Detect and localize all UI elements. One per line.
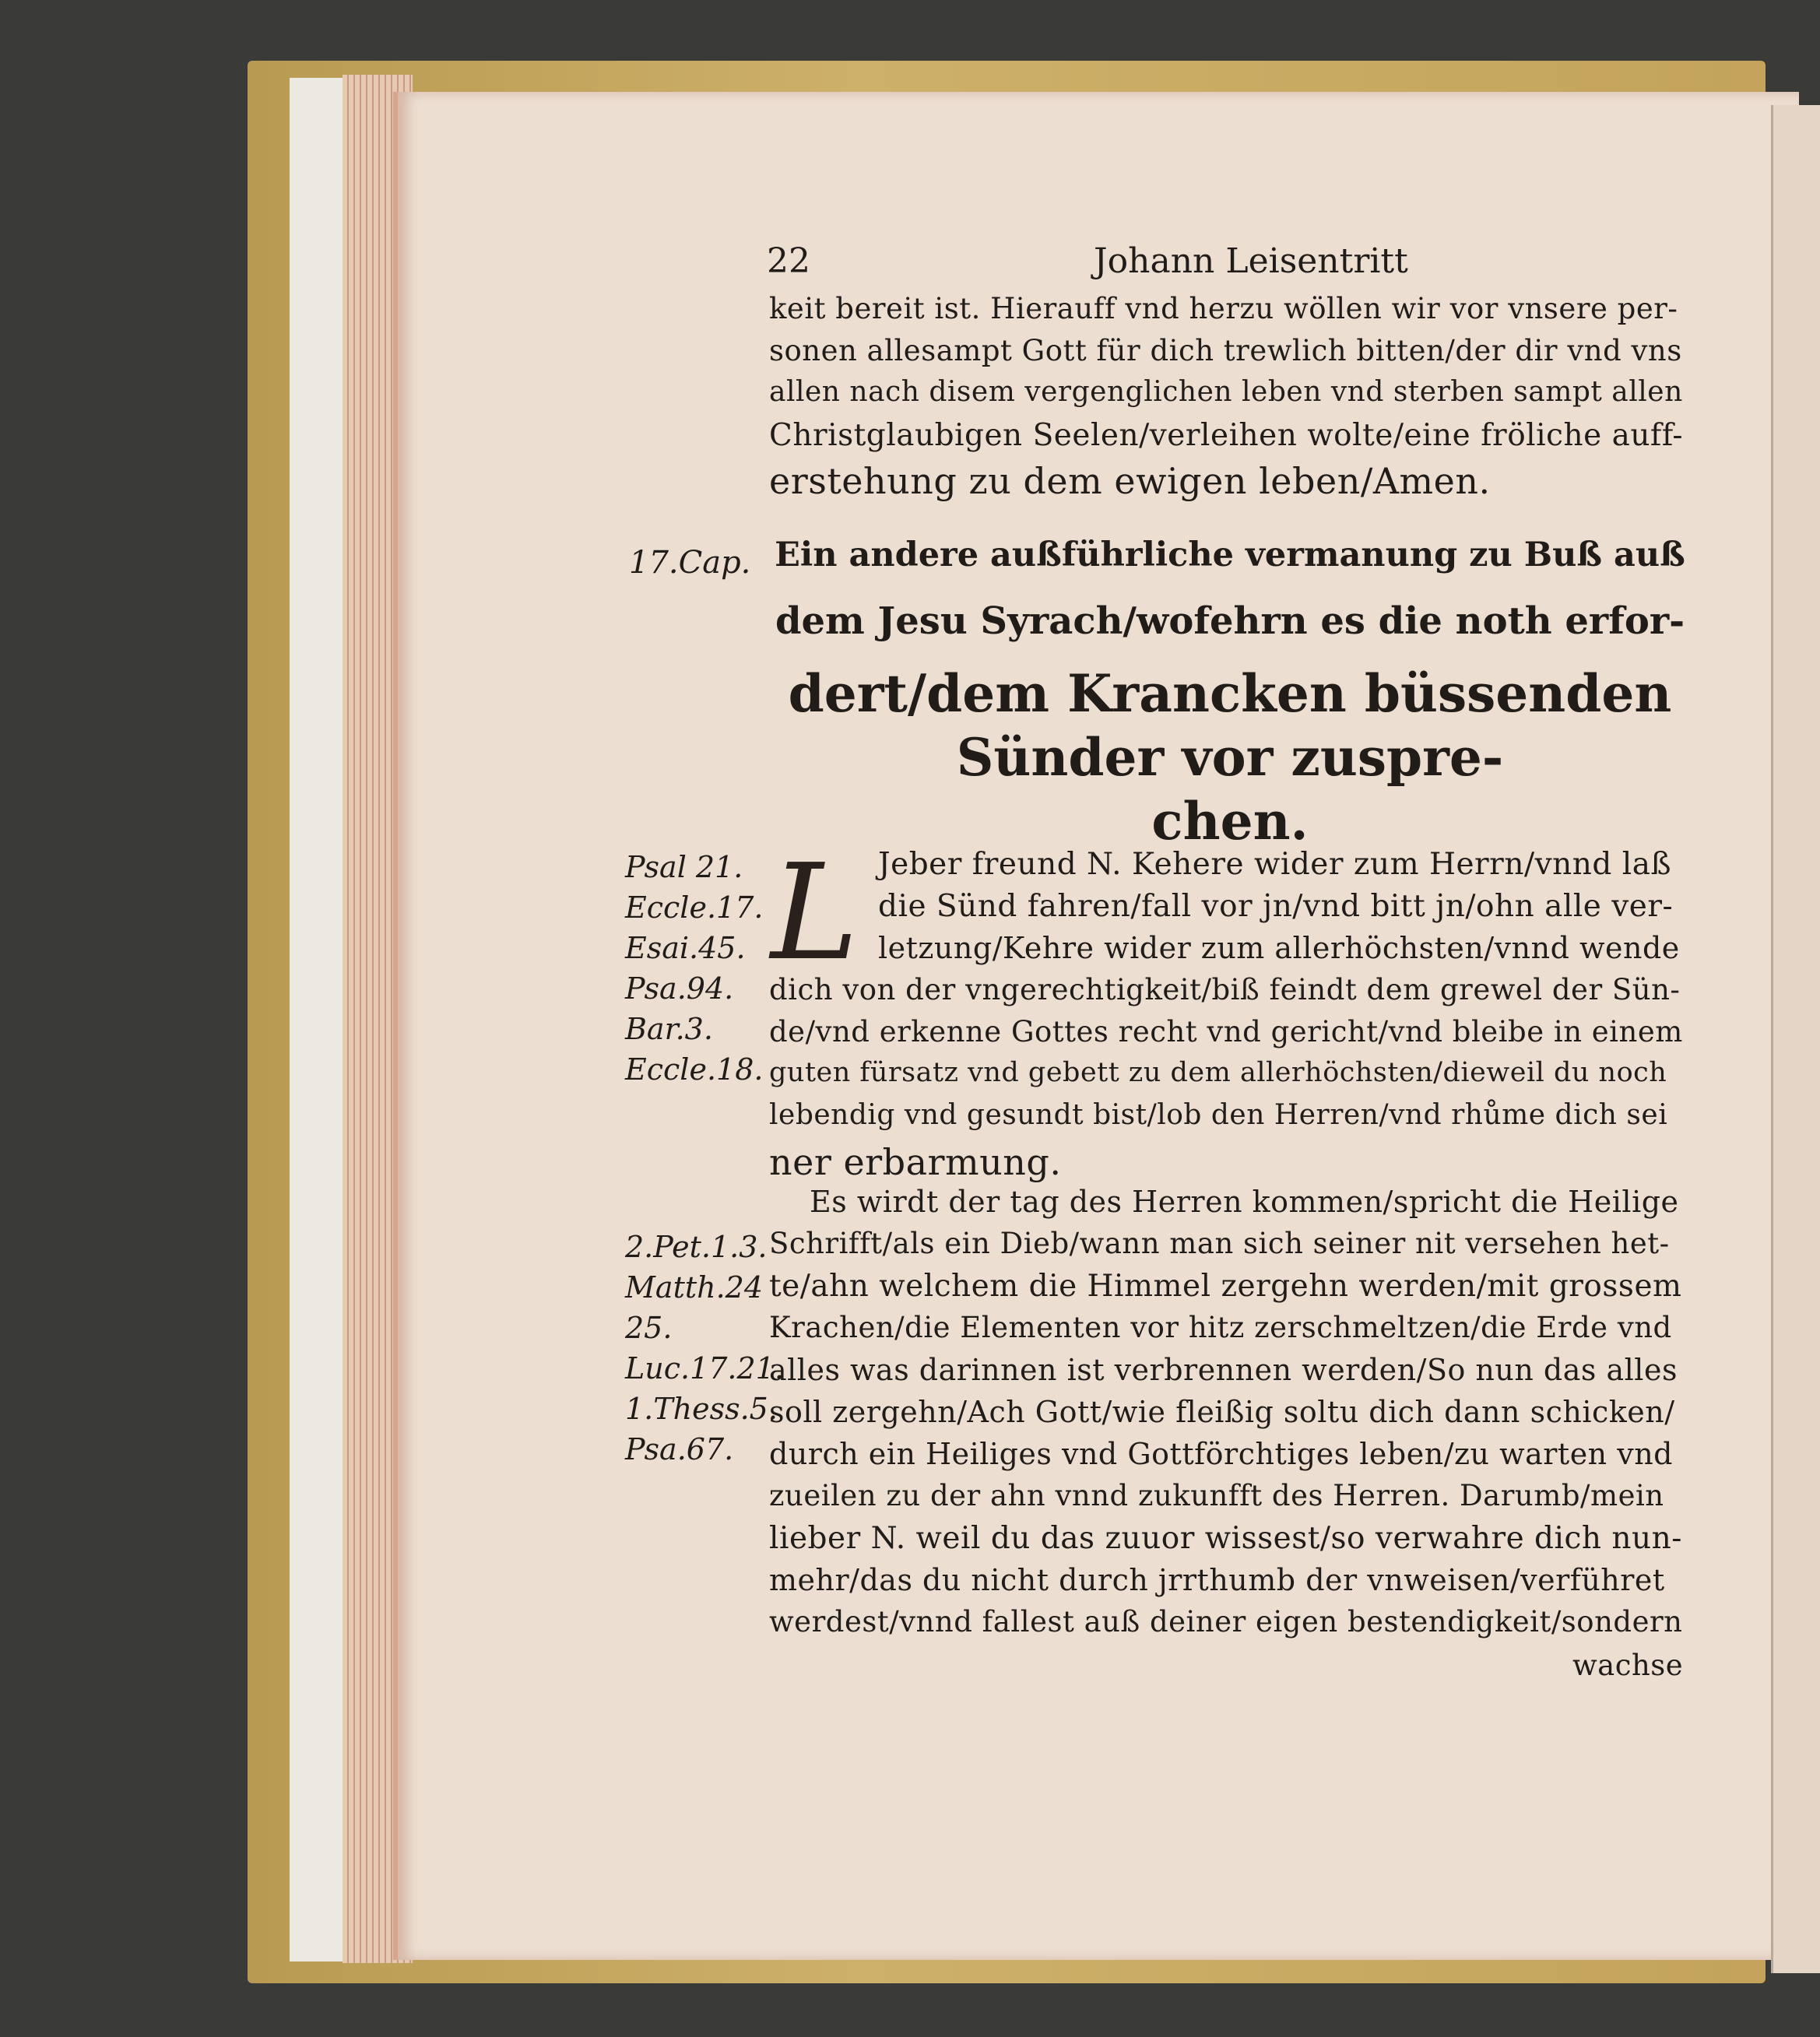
paragraph-line: Krachen/die Elementen vor hitz zerschmeltzen/die Erde vnd xyxy=(769,1311,1672,1344)
paragraph-line: soll zergehn/Ach Gott/wie fleißig soltu dich dann schicken/ xyxy=(769,1395,1675,1429)
top-paragraph-line: sonen allesampt Gott für dich trewlich bitten/der dir vnd vns xyxy=(769,334,1682,367)
paragraph-line: zueilen zu der ahn vnnd zukunfft des Herren. Darumb/mein xyxy=(769,1479,1664,1512)
running-title: Johann Leisentritt xyxy=(1094,241,1408,281)
margin-note: Bar.3. xyxy=(625,1012,713,1046)
paragraph-line: lebendig vnd gesundt bist/lob den Herren/vnd rhůme dich sei xyxy=(769,1099,1668,1131)
chapter-label: 17.Cap. xyxy=(629,545,751,581)
paragraph-line: dich von der vngerechtigkeit/biß feindt dem grewel der Sün- xyxy=(769,973,1681,1006)
paragraph-line: te/ahn welchem die Himmel zergehn werden/mit grossem xyxy=(769,1269,1682,1304)
margin-note: Eccle.18. xyxy=(625,1052,764,1087)
chapter-heading-line: dert/dem Krancken büssenden xyxy=(788,663,1672,724)
margin-note: Matth.24 xyxy=(625,1270,764,1305)
paragraph-line: guten fürsatz vnd gebett zu dem allerhöchsten/dieweil du noch xyxy=(769,1057,1667,1088)
chapter-heading-line: chen. xyxy=(1151,791,1309,852)
top-paragraph-line: erstehung zu dem ewigen leben/Amen. xyxy=(769,460,1491,502)
paragraph-line: Schrifft/als ein Dieb/wann man sich seiner nit versehen het- xyxy=(769,1227,1670,1260)
paragraph-line: die Sünd fahren/fall vor jn/vnd bitt jn/ohn alle ver- xyxy=(878,889,1674,924)
paragraph-line: ner erbarmung. xyxy=(769,1141,1062,1183)
paragraph-line: de/vnd erkenne Gottes recht vnd gericht/vnd bleibe in einem xyxy=(769,1015,1683,1048)
chapter-heading-line: Ein andere außführliche vermanung zu Buß auß xyxy=(775,536,1685,574)
paragraph-line: Es wirdt der tag des Herren kommen/spricht die Heilige xyxy=(810,1185,1679,1219)
facing-page-edge xyxy=(1771,105,1820,1973)
margin-note: Psa.94. xyxy=(625,971,734,1006)
margin-note: Eccle.17. xyxy=(625,890,764,925)
margin-note: 1.Thess.5. xyxy=(625,1392,778,1426)
page-edges-white xyxy=(290,78,346,1961)
paragraph-line: lieber N. weil du das zuuor wissest/so verwahre dich nun- xyxy=(769,1521,1682,1556)
top-paragraph-line: Christglaubigen Seelen/verleihen wolte/eine fröliche auff- xyxy=(769,418,1684,453)
margin-note: Psa.67. xyxy=(625,1432,734,1466)
margin-note: Psal 21. xyxy=(625,850,743,884)
drop-cap-initial: L xyxy=(771,836,859,990)
margin-note: 25. xyxy=(625,1311,673,1345)
paragraph-line: werdest/vnnd fallest auß deiner eigen bestendigkeit/sondern xyxy=(769,1605,1683,1638)
chapter-heading-line: dem Jesu Syrach/wofehrn es die noth erfor- xyxy=(775,599,1685,643)
paragraph-line: letzung/Kehre wider zum allerhöchsten/vnnd wende xyxy=(878,931,1680,965)
page-number: 22 xyxy=(767,241,810,281)
paragraph-line: mehr/das du nicht durch jrrthumb der vnweisen/verführet xyxy=(769,1563,1665,1597)
paragraph-line: alles was darinnen ist verbrennen werden/So nun das alles xyxy=(769,1353,1678,1387)
chapter-heading-line: Sünder vor zuspre- xyxy=(956,727,1504,788)
top-paragraph-line: keit bereit ist. Hierauff vnd herzu wöllen wir vor vnsere per- xyxy=(769,292,1678,325)
margin-note: Luc.17.21. xyxy=(625,1351,784,1386)
catchword: wachse xyxy=(1572,1649,1684,1682)
margin-note: 2.Pet.1.3. xyxy=(625,1230,768,1264)
margin-note: Esai.45. xyxy=(625,931,746,965)
paragraph-line: Jeber freund N. Kehere wider zum Herrn/vnnd laß xyxy=(878,847,1671,882)
top-paragraph-line: allen nach disem vergenglichen leben vnd sterben sampt allen xyxy=(769,376,1683,408)
paragraph-line: durch ein Heiliges vnd Gottförchtiges leben/zu warten vnd xyxy=(769,1437,1674,1471)
